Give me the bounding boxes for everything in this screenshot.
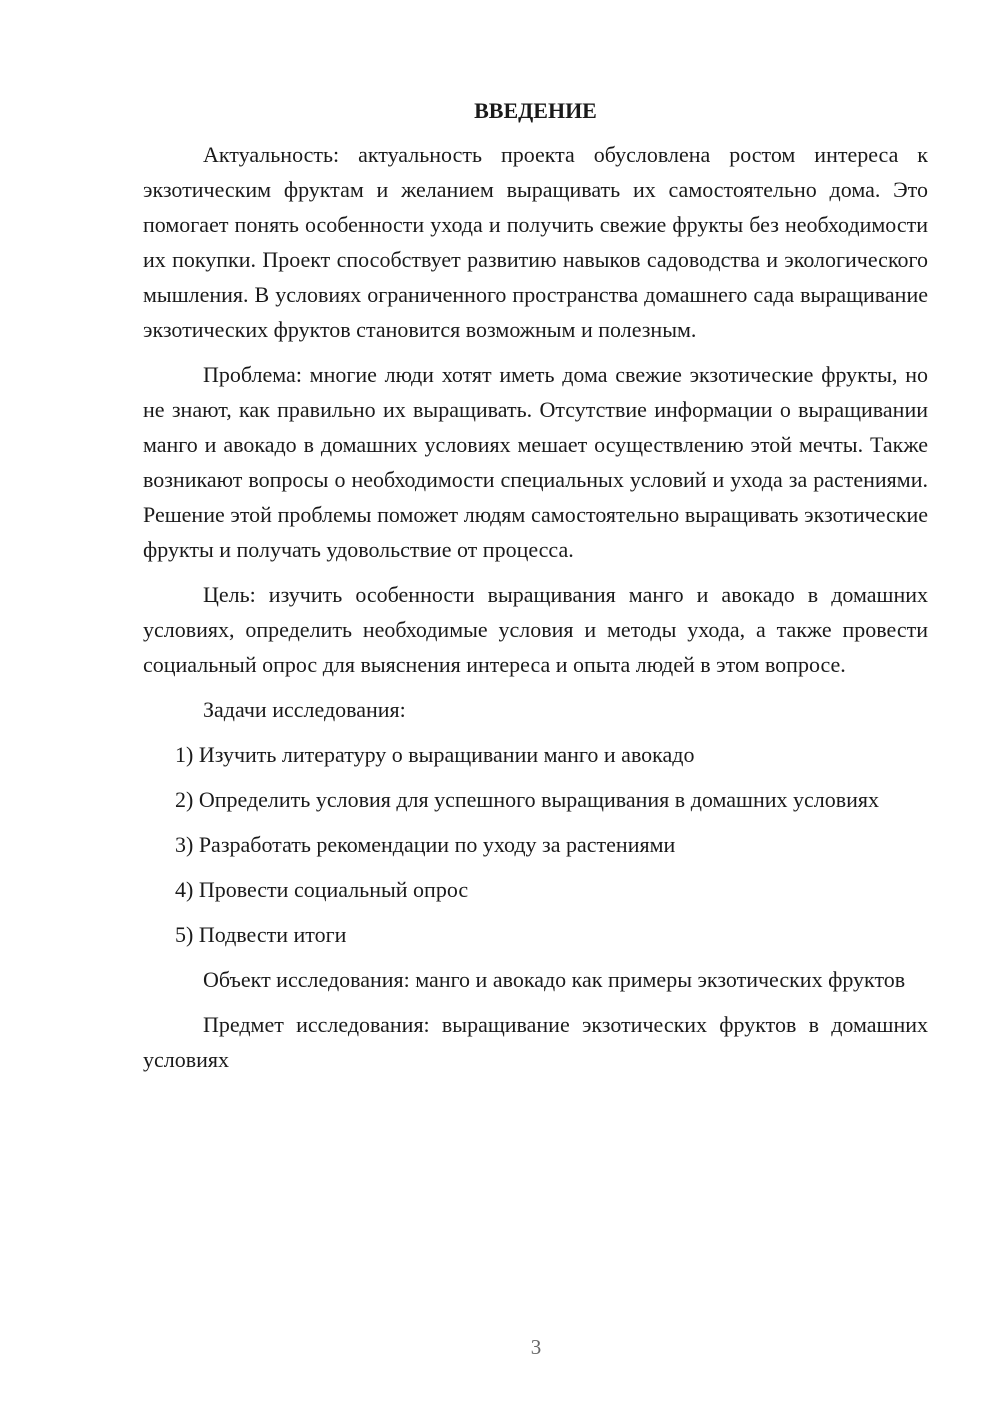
task-item: 5) Подвести итоги [175, 922, 347, 947]
document-body [143, 95, 928, 1087]
page-number: 3 [530, 1335, 542, 1359]
paragraph-problem: Проблема: многие люди хотят иметь дома свежие экзотические фрукты, но не знают, как правильно их выращивать. Отсутствие информации о выращивании манго и авокадо в домашних условиях мешает осуществлению этой мечты. Также возникают вопросы о необходимости специальных условий и ухода за растениями. Решение этой проблемы поможет людям самостоятельно выращивать экзотические фрукты и получать удовольствие от процесса. [143, 362, 928, 562]
task-item: 2) Определить условия для успешного выращивания в домашних условиях [175, 787, 880, 812]
paragraph-subject: Предмет исследования: выращивание экзотических фруктов в домашних условиях [143, 1012, 928, 1072]
task-item: 4) Провести социальный опрос [175, 877, 469, 902]
paragraph-goal: Цель: изучить особенности выращивания манго и авокадо в домашних условиях, определить необходимые условия и методы ухода, а также провести социальный опрос для выяснения интереса и опыта людей в этом вопросе. [143, 582, 928, 677]
tasks-heading: Задачи исследования: [203, 697, 406, 722]
task-item: 1) Изучить литературу о выращивании манго и авокадо [175, 742, 695, 767]
paragraph-object: Объект исследования: манго и авокадо как примеры экзотических фруктов [203, 967, 906, 992]
section-title: ВВЕДЕНИЕ [474, 98, 597, 123]
task-item: 3) Разработать рекомендации по уходу за растениями [175, 832, 676, 857]
paragraph-relevance: Актуальность: актуальность проекта обусловлена ростом интереса к экзотическим фруктам и желанием выращивать их самостоятельно дома. Это помогает понять особенности ухода и получить свежие фрукты без необходимости их покупки. Проект способствует развитию навыков садоводства и экологического мышления. В условиях ограниченного пространства домашнего сада выращивание экзотических фруктов становится возможным и полезным. [143, 142, 928, 342]
